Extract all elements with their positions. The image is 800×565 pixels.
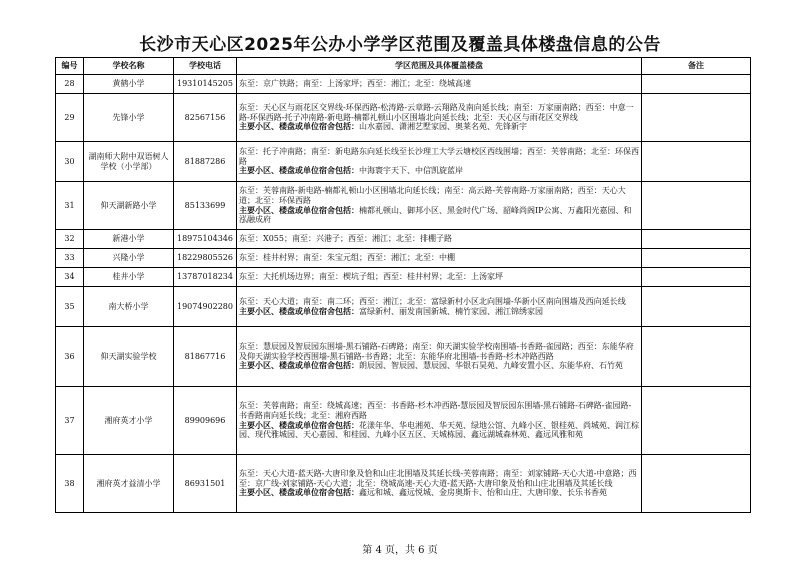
row-no: 35 (56, 287, 84, 327)
table-row (56, 387, 751, 455)
school-name: 先锋小学 (84, 94, 174, 142)
district-scope (237, 94, 642, 142)
school-phone: 85133699 (174, 182, 237, 230)
school-phone: 81867716 (174, 327, 237, 387)
district-scope (237, 268, 642, 287)
estates-list: 花漾年华、华电湘苑、华天苑、绿地公馆、九峰小区、银桂苑、尚城苑、润江棕园、现代雅城园、天心嘉园、和桂园、九峰小区五区、天城栋园、鑫远湖城森林苑、鑫远风雅和苑 (239, 420, 639, 440)
scope-boundary: 东至：芙蓉南路-新电路-楠都礼顿山小区围墙北向延长线；南至：高云路-芙蓉南路-万家丽南路；西至：天心大道；北至：环保西路 (239, 186, 626, 205)
district-scope (237, 455, 642, 513)
school-phone: 81887286 (174, 142, 237, 182)
district-scope (237, 327, 642, 387)
school-name: 仰天湖实验学校 (84, 327, 174, 387)
remark-cell (642, 327, 751, 387)
scope-boundary: 东至：天心大道-蓝天路-大唐印象及恰和山庄北围墙及其延长线-芙蓉南路；南至：刘家铺路-天心大道-中意路；西至：京广线-刘家铺路-天心大道；北至：绕城高速-天心大道-蓝天路-大唐印象及怡和山庄北围墙及其延长线 (239, 469, 637, 488)
remark-cell (642, 455, 751, 513)
school-phone: 18229805526 (174, 249, 237, 268)
table-row (56, 75, 751, 94)
remark-cell (642, 287, 751, 327)
estates-label: 主要小区、楼盘或单位宿舍包括： (239, 122, 359, 132)
header-remark: 备注 (642, 58, 751, 75)
table-row (56, 287, 751, 327)
estates-label: 主要小区、楼盘或单位宿舍包括： (239, 166, 359, 176)
district-scope (237, 249, 642, 268)
school-name: 湘府英才小学 (84, 387, 174, 455)
estates-list: 鑫远和城、鑫远悦城、金房奥斯卡、怡和山庄、大唐印象、长乐书香苑 (359, 488, 607, 498)
table-row (56, 94, 751, 142)
estates-list: 中海寰宇天下、中信凯旋蓝岸 (359, 166, 463, 176)
school-name: 仰天湖新路小学 (84, 182, 174, 230)
estates-label: 主要小区、楼盘或单位宿舍包括： (239, 361, 359, 371)
scope-boundary: 东至：X055；南至：兴港子；西至：湘江；北至：排棚子路 (239, 234, 452, 244)
school-name: 黄鹤小学 (84, 75, 174, 94)
school-phone: 19310145205 (174, 75, 237, 94)
remark-cell (642, 230, 751, 249)
row-no: 29 (56, 94, 84, 142)
remark-cell (642, 75, 751, 94)
remark-cell (642, 268, 751, 287)
header-scope: 学区范围及具体覆盖楼盘 (237, 58, 642, 75)
school-name: 湘府英才益清小学 (84, 455, 174, 513)
row-no: 32 (56, 230, 84, 249)
row-no: 33 (56, 249, 84, 268)
estates-label: 主要小区、楼盘或单位宿舍包括： (239, 205, 359, 215)
remark-cell (642, 142, 751, 182)
school-phone: 89909696 (174, 387, 237, 455)
district-scope (237, 387, 642, 455)
header-no: 编号 (56, 58, 84, 75)
row-no: 28 (56, 75, 84, 94)
estates-list: 楠都礼顿山、御邦小区、黑金时代广场、韶峰尚阁IP公寓、万鑫阳光嘉园、和泓融成府 (239, 205, 632, 225)
estates-label: 主要小区、楼盘或单位宿舍包括： (239, 306, 359, 316)
row-no: 36 (56, 327, 84, 387)
scope-boundary: 东至：天心区与雨花区交界线-环保西路-松涛路-云章路-云翔路及南向延长线；南至：万家丽南路；西至：中意一路-环保西路-托子冲南路-新电路-楠都礼顿山小区围墙北向延长线；北至：天心区与雨花区交界线 (239, 103, 634, 122)
remark-cell (642, 182, 751, 230)
row-no: 38 (56, 455, 84, 513)
table-row (56, 182, 751, 230)
estates-label: 主要小区、楼盘或单位宿舍包括： (239, 488, 359, 498)
school-name: 桂井小学 (84, 268, 174, 287)
scope-boundary: 东至：桂井村界；南至：朱宝元组；西至：湘江；北至：中棚 (239, 253, 455, 263)
scope-boundary: 东至：芙蓉南路；南至：绕城高速；西至：书香路-杉木冲西路-慧辰园及智辰园东围墙-黑石铺路-石碑路-雀园路-书香路南向延长线；北至：湘府西路 (239, 401, 632, 420)
remark-cell (642, 94, 751, 142)
remark-cell (642, 249, 751, 268)
school-phone: 19074902280 (174, 287, 237, 327)
school-phone: 86931501 (174, 455, 237, 513)
estates-list: 朗辰园、智辰园、慧辰园、华银石昊苑、九峰安置小区、东能华府、石竹苑 (359, 361, 623, 371)
row-no: 30 (56, 142, 84, 182)
table-row (56, 249, 751, 268)
scope-boundary: 东至：慧辰园及智辰园东围墙-黑石铺路-石碑路；南至：仰天湖实验学校南围墙-书香路-雀园路；西至：东能华府及仰天湖实验学校西围墙-黑石铺路-书香路；北至：东能华府北围墙-书香路-杉木冲路西路 (239, 342, 634, 361)
header-phone: 学校电话 (174, 58, 237, 75)
district-scope (237, 182, 642, 230)
school-name: 新港小学 (84, 230, 174, 249)
estates-list: 山水嘉园、潇湘艺墅家园、奥莱名苑、先锋新宇 (359, 122, 527, 132)
estates-label: 主要小区、楼盘或单位宿舍包括： (239, 420, 359, 430)
school-phone: 82567156 (174, 94, 237, 142)
district-scope (237, 230, 642, 249)
row-no: 34 (56, 268, 84, 287)
scope-boundary: 东至：大托机场边界；南至：楔坑子组；西至：桂井村界；北至：上汤家坪 (239, 272, 503, 282)
estates-list: 富绿新村、丽发南国新城、楠竹家园、湘江锦绣家园 (359, 306, 543, 316)
district-scope (237, 75, 642, 94)
district-scope (237, 287, 642, 327)
table-row (56, 230, 751, 249)
table-header-row (56, 58, 751, 75)
school-name: 湖南师大附中双语树人学校（小学部） (84, 142, 174, 182)
page-title: 长沙市天心区2025年公办小学学区范围及覆盖具体楼盘信息的公告 (139, 35, 661, 55)
table-row (56, 142, 751, 182)
school-district-table (55, 57, 751, 513)
row-no: 37 (56, 387, 84, 455)
district-scope (237, 142, 642, 182)
header-school: 学校名称 (84, 58, 174, 75)
remark-cell (642, 387, 751, 455)
school-phone: 13787018234 (174, 268, 237, 287)
scope-boundary: 东至：托子冲南路；南至：新电路东向延长线至长沙理工大学云塘校区西线围墙；西至：芙蓉南路；北至：环保西路 (239, 147, 639, 166)
table-row (56, 455, 751, 513)
row-no: 31 (56, 182, 84, 230)
school-name: 兴隆小学 (84, 249, 174, 268)
page-footer: 第 4 页，共 6 页 (362, 545, 438, 556)
school-name: 南大桥小学 (84, 287, 174, 327)
table-row (56, 327, 751, 387)
school-phone: 18975104346 (174, 230, 237, 249)
scope-boundary: 东至：京广铁路；南至：上汤家坪；西至：湘江；北至：绕城高速 (239, 79, 471, 89)
scope-boundary: 东至：天心大道；南至：南二环；西至：湘江；北至：富绿新村小区北向围墙-华新小区南向围墙及西向延长线 (239, 296, 626, 306)
table-row (56, 268, 751, 287)
